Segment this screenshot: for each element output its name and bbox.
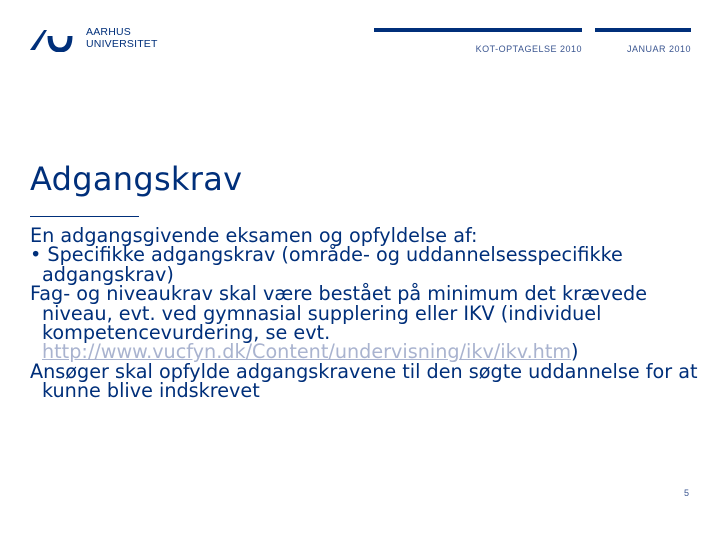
requirements-text: Fag- og niveaukrav skal være bestået på minimum det krævede niveau, evt. ved gymnasial supplering eller IKV (individuel kompetencevurdering, se evt.	[30, 282, 648, 345]
requirements-paragraph	[30, 284, 700, 362]
bullet-item: • Specifikke adgangskrav (område- og uddannelsesspecifikke adgangskrav)	[30, 243, 623, 286]
intro-text: En adgangsgivende eksamen og opfyldelse af:	[30, 224, 478, 247]
title-underline	[30, 216, 139, 217]
logo-line-1: AARHUS	[86, 26, 131, 38]
enrollment-paragraph: Ansøger skal opfylde adgangskravene til den søgte uddannelse for at kunne blive indskrevet	[30, 359, 698, 403]
header-bar-2	[595, 28, 691, 32]
university-name	[86, 26, 158, 50]
slide-title: Adgangskrav	[30, 160, 243, 198]
slide-body	[30, 226, 700, 401]
requirements-close: )	[571, 340, 579, 364]
logo-line-2: UNIVERSITET	[86, 38, 158, 50]
header-bar-1	[374, 28, 582, 32]
page-number: 5	[684, 488, 690, 498]
aarhus-university-logo-icon	[28, 26, 74, 52]
header-label-1: KOT-OPTAGELSE 2010	[475, 44, 582, 54]
header-label-2: JANUAR 2010	[626, 44, 691, 54]
ikv-link[interactable]: http://www.vucfyn.dk/Content/undervisning/ikv/ikv.htm	[42, 340, 572, 364]
